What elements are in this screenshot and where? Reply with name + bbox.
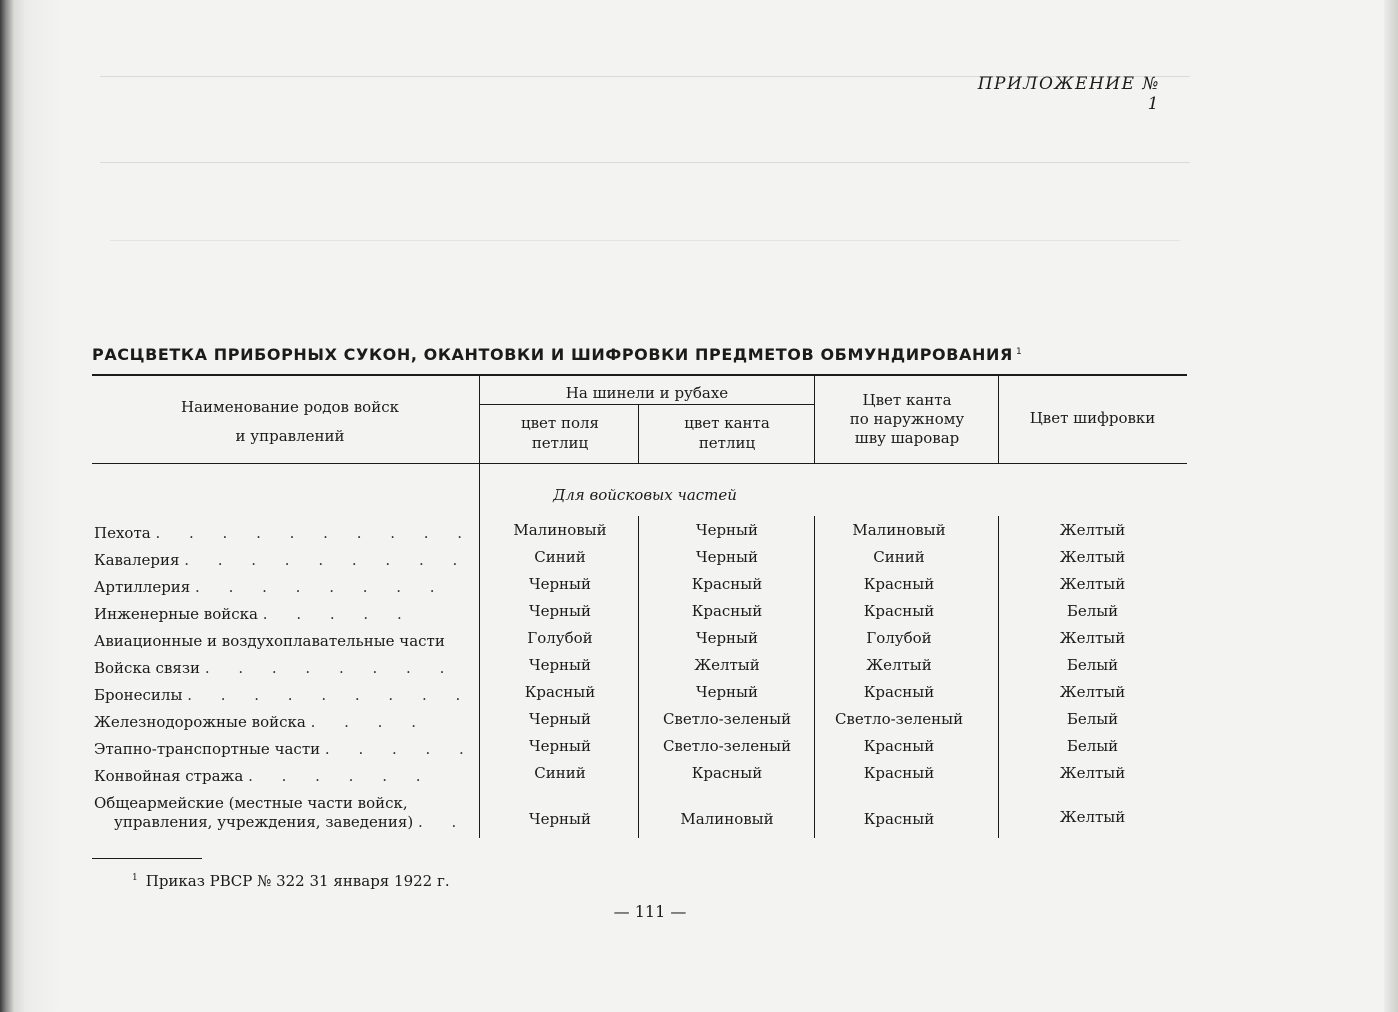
header-piping-line1: цвет канта xyxy=(684,414,770,432)
row-name: Бронесилы . . . . . . . . . xyxy=(94,686,473,704)
column-divider-1 xyxy=(479,376,480,838)
row-cipher-color: Желтый xyxy=(1059,575,1126,593)
row-cipher-color: Белый xyxy=(1066,710,1119,728)
row-name: Авиационные и воздухоплавательные части xyxy=(94,632,445,650)
row-piping-color: Малиновый xyxy=(680,810,774,828)
row-trouser-color: Желтый xyxy=(866,656,932,674)
footnote-mark: 1 xyxy=(132,873,138,883)
page-edge xyxy=(1384,0,1398,1012)
row-field-color: Синий xyxy=(534,764,586,782)
row-piping-color: Черный xyxy=(695,683,758,701)
row-piping-color: Черный xyxy=(695,548,758,566)
row-trouser-color: Голубой xyxy=(866,629,932,647)
row-cipher-color: Желтый xyxy=(1059,548,1126,566)
row-trouser-color: Красный xyxy=(863,764,935,782)
row-piping-color: Красный xyxy=(691,764,763,782)
header-trouser-line3: шву шаровар xyxy=(854,429,960,447)
row-cipher-color: Желтый xyxy=(1059,808,1126,826)
row-field-color: Черный xyxy=(528,737,591,755)
row-cipher-color: Желтый xyxy=(1059,629,1126,647)
header-field-line1: цвет поля xyxy=(520,414,600,432)
column-divider-2-body xyxy=(638,516,639,838)
row-field-color: Черный xyxy=(528,810,591,828)
row-name: Этапно-транспортные части . . . . . xyxy=(94,740,476,758)
page-number: — 111 — xyxy=(613,902,687,921)
column-divider-3 xyxy=(814,376,815,463)
row-cipher-color: Желтый xyxy=(1059,683,1126,701)
row-piping-color: Красный xyxy=(691,575,763,593)
appendix-label: ПРИЛОЖЕНИЕ № 1 xyxy=(977,74,1160,114)
row-name: Железнодорожные войска . . . . xyxy=(94,713,428,731)
footnote-text: Приказ РВСР № 322 31 января 1922 г. xyxy=(145,872,450,890)
header-field-line2: петлиц xyxy=(531,434,589,452)
footnote xyxy=(132,872,450,890)
section-title: Для войсковых частей xyxy=(553,486,737,504)
row-name-line2: управления, учреждения, заведения) . . xyxy=(114,813,469,831)
row-trouser-color: Малиновый xyxy=(852,521,946,539)
row-trouser-color: Синий xyxy=(873,548,925,566)
row-name: Конвойная стража . . . . . . xyxy=(94,767,433,785)
row-piping-color: Желтый xyxy=(694,656,760,674)
column-divider-3-body xyxy=(814,516,815,838)
row-field-color: Красный xyxy=(524,683,596,701)
row-trouser-color: Красный xyxy=(863,602,935,620)
row-piping-color: Черный xyxy=(695,629,758,647)
header-name-line2: и управлений xyxy=(235,427,345,445)
row-trouser-color: Красный xyxy=(863,683,935,701)
column-divider-2 xyxy=(638,405,639,463)
row-field-color: Черный xyxy=(528,656,591,674)
header-bottom-rule xyxy=(92,463,1187,464)
row-name: Пехота . . . . . . . . . . xyxy=(94,524,475,542)
footnote-rule xyxy=(92,858,202,859)
row-piping-color: Черный xyxy=(695,521,758,539)
row-field-color: Черный xyxy=(528,602,591,620)
row-name: Кавалерия . . . . . . . . . xyxy=(94,551,470,569)
column-divider-4 xyxy=(998,376,999,463)
header-trouser-line2: по наружному xyxy=(849,410,965,428)
title-text: РАСЦВЕТКА ПРИБОРНЫХ СУКОН, ОКАНТОВКИ И ШИФРОВКИ ПРЕДМЕТОВ ОБМУНДИРОВАНИЯ xyxy=(92,345,1013,364)
row-field-color: Черный xyxy=(528,710,591,728)
row-trouser-color: Светло-зеленый xyxy=(834,710,964,728)
column-divider-4-body xyxy=(998,516,999,838)
row-cipher-color: Желтый xyxy=(1059,764,1126,782)
row-cipher-color: Белый xyxy=(1066,656,1119,674)
row-field-color: Малиновый xyxy=(513,521,607,539)
row-cipher-color: Желтый xyxy=(1059,521,1126,539)
title-footnote-mark: 1 xyxy=(1015,346,1023,357)
header-group: На шинели и рубахе xyxy=(565,384,729,402)
row-trouser-color: Красный xyxy=(863,575,935,593)
header-piping-line2: петлиц xyxy=(698,434,756,452)
row-field-color: Синий xyxy=(534,548,586,566)
header-name-line1: Наименование родов войск xyxy=(181,398,399,416)
row-trouser-color: Красный xyxy=(863,810,935,828)
header-cipher: Цвет шифровки xyxy=(1029,409,1156,427)
row-name-line1: Общеармейские (местные части войск, xyxy=(94,794,408,812)
group-underline xyxy=(480,404,814,405)
row-piping-color: Светло-зеленый xyxy=(662,737,792,755)
row-piping-color: Красный xyxy=(691,602,763,620)
row-cipher-color: Белый xyxy=(1066,602,1119,620)
header-trouser-line1: Цвет канта xyxy=(862,391,952,409)
table-top-rule xyxy=(92,374,1187,376)
row-piping-color: Светло-зеленый xyxy=(662,710,792,728)
row-name: Артиллерия . . . . . . . . xyxy=(94,578,447,596)
row-trouser-color: Красный xyxy=(863,737,935,755)
row-cipher-color: Белый xyxy=(1066,737,1119,755)
row-field-color: Голубой xyxy=(527,629,593,647)
row-name: Инженерные войска . . . . . xyxy=(94,605,414,623)
row-name: Войска связи . . . . . . . . xyxy=(94,659,457,677)
page-title xyxy=(92,345,1022,364)
row-field-color: Черный xyxy=(528,575,591,593)
